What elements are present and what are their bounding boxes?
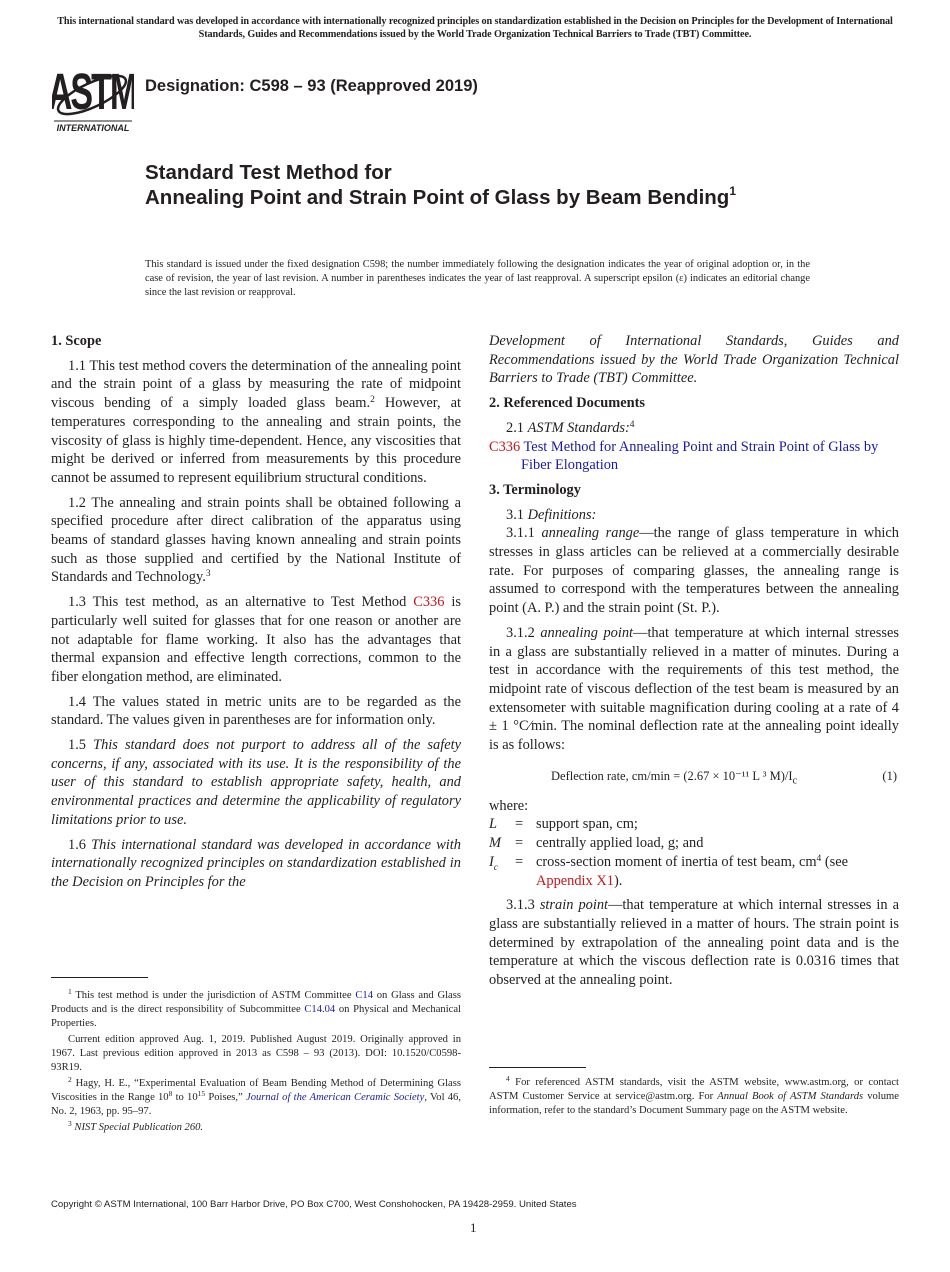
- link-c336[interactable]: C336: [413, 594, 445, 611]
- footnote-divider-left: [51, 977, 148, 978]
- svg-text:ASTM: ASTM: [52, 64, 134, 121]
- paragraph-1-4: 1.4 The values stated in metric units are to be regarded as the standard. The values given in parentheses are for information only.: [51, 693, 461, 729]
- link-journal[interactable]: Journal of the American Ceramic Society: [246, 1092, 425, 1103]
- paragraph-2-1: 2.1 ASTM Standards:$^4$: [506, 419, 635, 436]
- edition-note: Current edition approved Aug. 1, 2019. Published August 2019. Originally approved in 1967. Last previous edition approved in 2013 as C598 – 93 (2013). DOI: 10.1520/C0598-93R19.: [51, 1034, 461, 1073]
- variable-row-M: M = centrally applied load, g; and: [489, 835, 704, 852]
- paragraph-3-1: 3.1 Definitions:: [506, 506, 597, 523]
- variable-definitions: [489, 815, 899, 890]
- title-footnote-mark[interactable]: 1: [729, 184, 736, 198]
- wto-notice: This international standard was developed in accordance with internationally recognized principles on standardization established in the Decision on Principles for the Development of International Standards, Guides and Recommendations issued by the World Trade Organization Technical Barriers to Trade (TBT) Committee.: [57, 16, 893, 40]
- paragraph-1-3: 1.3 This test method, as an alternative to Test Method C336 is particularly well suited for glasses that for one reason or another are not adaptable for flame working. It also has the advantages that thermal expansion and effective length corrections, common to the fiber elongation method, are eliminated.: [51, 594, 461, 685]
- issuance-note: This standard is issued under the fixed designation C598; the number immediately following the designation indicates the year of original adoption or, in the case of revision, the year of last revision. A number in parentheses indicates the year of last reapproval. A superscript epsilon (ε) indicates an editorial change since the last revision or reapproval.: [145, 259, 810, 298]
- link-c14[interactable]: C14: [355, 990, 373, 1001]
- footnote-divider-right: [489, 1067, 586, 1068]
- copyright-footer: Copyright © ASTM International, 100 Barr Harbor Drive, PO Box C700, West Conshohocken, PA 19428-2959. United States: [51, 1199, 577, 1210]
- paragraph-3-1-2: 3.1.2 annealing point—that temperature at which internal stresses in a glass are substantially relieved in a matter of minutes. During a test in accordance with the requirements of this test method, the midpoint rate of viscous deflection of the test beam is measured by an extensometer with suitable magnification during cooling at a rate of 4 ± 1 °C∕min. The nominal deflection rate at the annealing point ideally is as follows:: [489, 624, 899, 754]
- footnote-ref-3[interactable]: 3: [205, 569, 211, 580]
- right-column: [489, 332, 899, 996]
- link-appendix-x1[interactable]: Appendix X1: [536, 872, 614, 889]
- footnote-3: $^3$ NIST Special Publication 260.: [68, 1119, 204, 1133]
- where-label: where:: [489, 797, 529, 814]
- equation-1: Deflection rate, cm/min = (2.67 × 10⁻¹¹ L ³ $M)/I_c$ (1): [551, 768, 897, 787]
- designation: Designation: C598 – 93 (Reapproved 2019): [145, 77, 478, 95]
- paragraph-1-1: 1.1 This test method covers the determination of the annealing point and the strain point of a glass by measuring the rate of midpoint viscous bending of a simply loaded glass beam.$^2$ However, at temperatures corresponding to the annealing and strain points, the viscosity of glass is highly time-dependent. Hence, any viscosities that might be derived or inferred from measurements by this procedure cannot be assumed to represent equilibrium structural conditions.: [51, 357, 461, 486]
- footnotes-left: [51, 989, 461, 1137]
- reference-c336[interactable]: C336 Test Method for Annealing Point and Strain Point of Glass by Fiber Elongation: [489, 438, 879, 474]
- title-line-2: Annealing Point and Strain Point of Glass by Beam Bending$^1$: [145, 184, 736, 209]
- footnote-1: $^1$ This test method is under the jurisdiction of ASTM Committee C14 on Glass and Glass Products and is the direct responsibility of Subcommittee C14.04 on Physical and Mechanical Properties.: [51, 987, 461, 1029]
- footnotes-right: [489, 1076, 899, 1120]
- svg-text:INTERNATIONAL: INTERNATIONAL: [56, 123, 130, 133]
- document-title: [145, 160, 825, 210]
- link-c14-04[interactable]: C14.04: [304, 1004, 336, 1015]
- variable-row-Ic: $I_c$ = cross-section moment of inertia of test beam, $cm^4$ (see Appendix X1).: [489, 853, 849, 889]
- astm-logo-icon: [52, 55, 134, 135]
- paragraph-3-1-3: 3.1.3 strain point—that temperature at which internal stresses in a glass are substantially relieved in a matter of hours. The strain point is determined by extrapolation of the annealing point data and is the temperature at which the viscous deflection rate is 0.0316 times that observed at the annealing point.: [489, 897, 899, 989]
- left-column: [51, 332, 461, 898]
- section-heading-referenced-documents: 2. Referenced Documents: [489, 395, 645, 412]
- astm-logo: [52, 55, 134, 135]
- paragraph-1-6: 1.6 This international standard was developed in accordance with internationally recognized principles on standardization established in the Decision on Principles for the: [51, 836, 461, 890]
- footnote-ref-4[interactable]: 4: [629, 419, 635, 430]
- page-number: 1: [470, 1220, 477, 1235]
- paragraph-1-2: 1.2 The annealing and strain points shall be obtained following a specified procedure after direct calibration of the apparatus using beams of standard glasses having known annealing and strain points such as those supplied and certified by the National Institute of Standards and Technology.$^3$: [51, 494, 461, 586]
- paragraph-1-6-continued: Development of International Standards, Guides and Recommendations issued by the World Trade Organization Technical Barriers to Trade (TBT) Committee.: [489, 333, 899, 387]
- section-heading-scope: 1. Scope: [51, 333, 102, 349]
- footnote-4: $^4$ For referenced ASTM standards, visit the ASTM website, www.astm.org, or contact ASTM Customer Service at service@astm.org. For Annual Book of ASTM Standards volume information, refer to the standard’s Document Summary page on the ASTM website.: [489, 1074, 899, 1116]
- paragraph-1-5: 1.5 This standard does not purport to address all of the safety concerns, if any, associated with its use. It is the responsibility of the user of this standard to establish appropriate safety, health, and environmental practices and determine the applicability of regulatory limitations prior to use.: [51, 737, 461, 828]
- title-line-1: Standard Test Method for: [145, 161, 392, 184]
- equation-number: (1): [882, 768, 897, 783]
- section-heading-terminology: 3. Terminology: [489, 481, 581, 498]
- variable-row-L: L = support span, cm;: [489, 816, 638, 833]
- footnote-ref-2[interactable]: 2: [370, 395, 375, 406]
- footnote-2: $^2$ Hagy, H. E., “Experimental Evaluation of Beam Bending Method of Determining Glass Viscosities in the Range $10^8$ to $10^{15}$ Poises,” Journal of the American Ceramic Society, Vol 46, No. 2, 1963, pp. 95–97.: [51, 1075, 461, 1117]
- paragraph-3-1-1: 3.1.1 annealing range—the range of glass temperature in which stresses in glass articles can be relieved at a commercially desirable rate. For purposes of comparing glasses, the annealing range is assumed to correspond with the temperatures between the annealing point (A. P.) and the strain point (St. P.).: [489, 525, 899, 617]
